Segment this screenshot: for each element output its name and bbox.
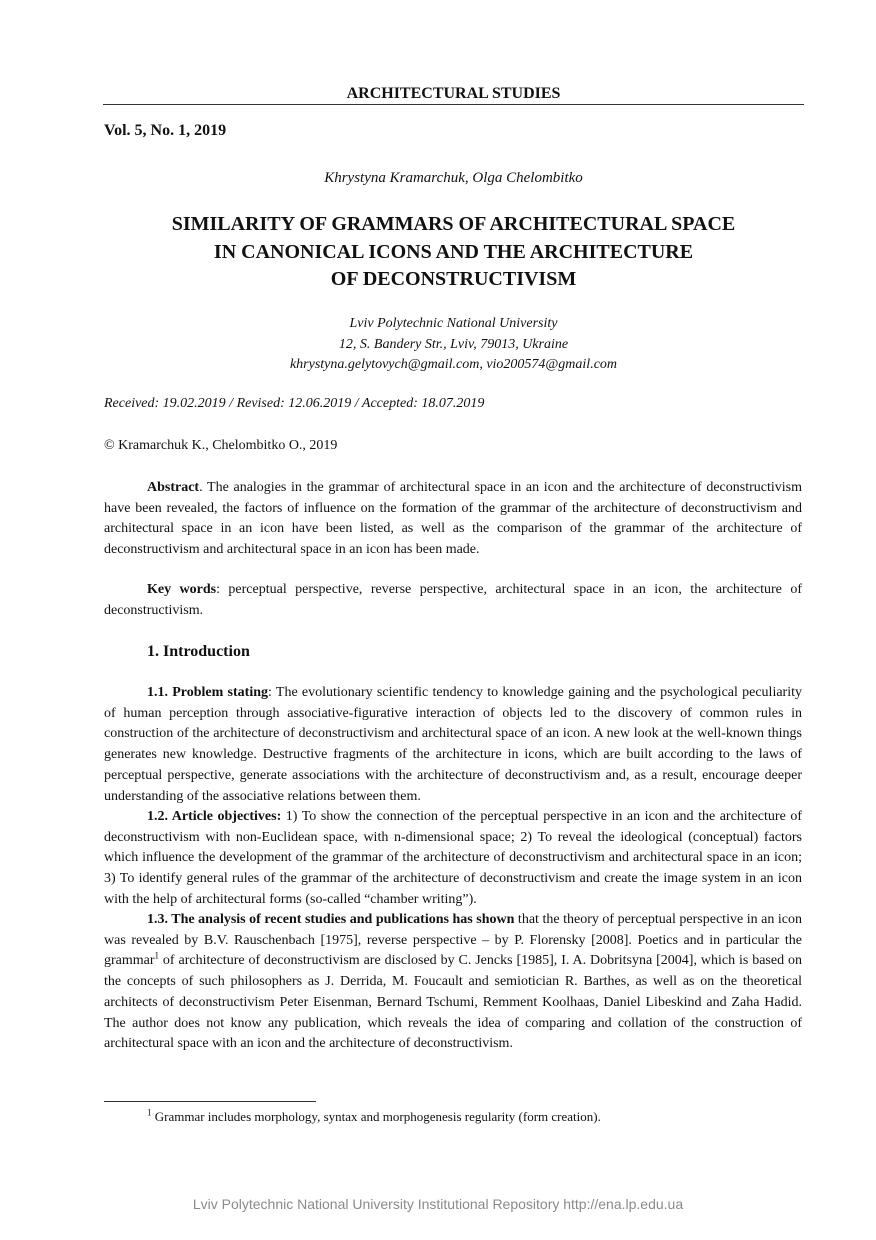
footnote-rule <box>104 1101 316 1102</box>
keywords-text: : perceptual perspective, reverse perspective, architectural space in an icon, the architecture of deconstructivism. <box>104 582 802 618</box>
paragraph-label: 1.1. Problem stating <box>147 685 269 700</box>
paragraph-text: of architecture of deconstructivism are disclosed by C. Jencks [1985], I. A. Dobritsyna [2004], which is based on the concepts of such philosophers as J. Derrida, M. Foucault and semiotician R. Barthes, as well as on the theoretical architects of deconstructivism Peter Eisenman, Bernard Tschumi, Remment Koolhaas, Daniel Libeskind and Zaha Hadid. The author does not know any publication, which reveals the idea of comparing and collation of the construction of architectural space with an icon and the architecture of deconstructivism. <box>104 953 802 1052</box>
title-line: SIMILARITY OF GRAMMARS OF ARCHITECTURAL SPACE <box>171 213 736 235</box>
abstract-paragraph <box>104 478 802 561</box>
article-dates: Received: 19.02.2019 / Revised: 12.06.2019 / Accepted: 18.07.2019 <box>104 396 485 411</box>
abstract-label: Abstract <box>147 480 200 495</box>
keywords-paragraph <box>104 580 802 621</box>
title-line: OF DECONSTRUCTIVISM <box>330 268 577 290</box>
journal-name: ARCHITECTURAL STUDIES <box>346 85 561 102</box>
affiliation-block <box>103 314 804 376</box>
recent-studies-paragraph <box>104 910 802 1055</box>
article-authors: Khrystyna Kramarchuk, Olga Chelombitko <box>324 170 583 186</box>
header-rule <box>103 104 804 105</box>
affiliation-institution: Lviv Polytechnic National University <box>349 316 558 331</box>
journal-volume: Vol. 5, No. 1, 2019 <box>104 122 227 139</box>
affiliation-emails[interactable]: khrystyna.gelytovych@gmail.com, vio200574@gmail.com <box>289 357 618 372</box>
keywords-label: Key words <box>147 582 217 597</box>
affiliation-address: 12, S. Bandery Str., Lviv, 79013, Ukraine <box>338 336 569 352</box>
section-heading-introduction: 1. Introduction <box>147 643 250 660</box>
paragraph-text: that the theory of perceptual perspective in an icon was revealed by B.V. Rauschenbach [1975], reverse perspective – by P. Florensky [2008]. Poetics and in particular the grammar <box>104 912 802 969</box>
copyright-line: © Kramarchuk K., Chelombitko O., 2019 <box>104 438 338 453</box>
footnote <box>147 1109 601 1125</box>
footnote-reference[interactable]: 1 <box>154 950 160 961</box>
title-line: IN CANONICAL ICONS AND THE ARCHITECTURE <box>213 240 694 263</box>
problem-stating-paragraph <box>104 683 802 807</box>
article-title <box>103 211 804 294</box>
footnote-mark: 1 <box>147 1107 152 1118</box>
paragraph-text: 1) To show the connection of the perceptual perspective in an icon and the architecture of deconstructivism with non-Euclidean space, with n-dimensional space; 2) To reveal the ideological (conceptual) factors which influence the development of the grammar of the architecture of deconstructivism and architectural space in an icon; 3) To identify general rules of the grammar of the architecture of deconstructivism and create the image system in an icon with the help of architectural forms (so-called “chamber writing”). <box>104 809 802 907</box>
paragraph-label: 1.2. Article objectives: <box>147 809 282 824</box>
repository-watermark: Lviv Polytechnic National University Institutional Repository http://ena.lp.edu.ua <box>192 1196 684 1212</box>
abstract-text: . The analogies in the grammar of architectural space in an icon and the architecture of deconstructivism have been revealed, the factors of influence on the formation of the grammar of the architecture of deconstructivism and architectural space in an icon have been listed, as well as the comparison of the grammar of the architecture of deconstructivism and architectural space in an icon has been made. <box>104 480 802 558</box>
article-objectives-paragraph <box>104 807 802 911</box>
paragraph-text: : The evolutionary scientific tendency to knowledge gaining and the psychological peculiarity of human perception through associative-figurative interaction of objects led to the discovery of common rules in construction of the architecture of deconstructivism and architectural space of an icon. A new look at the well-known things generates new knowledge. Destructive fragments of the architecture in icons, which are built according to the laws of perceptual perspective, generate associations with the architecture of deconstructivism and, as a result, encourage deeper understanding of the associative relations between them. <box>104 685 802 804</box>
footnote-text: Grammar includes morphology, syntax and morphogenesis regularity (form creation). <box>151 1109 601 1124</box>
paragraph-label: 1.3. The analysis of recent studies and publications has shown <box>147 912 515 927</box>
